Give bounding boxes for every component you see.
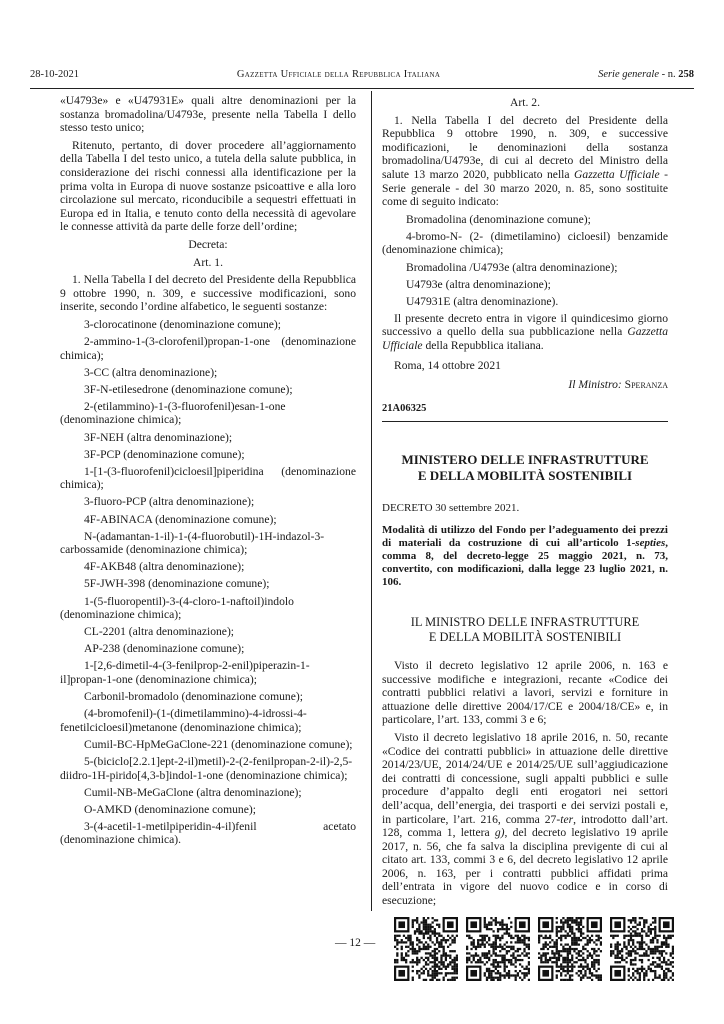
- signer-title: Il Ministro:: [568, 378, 622, 392]
- art2-paragraph: [382, 114, 668, 209]
- substance-entry: 3F-PCP (denominazione comune);: [84, 447, 245, 461]
- substance-entry: Cumil-NB-MeGaClone (altra denominazione);: [84, 785, 302, 799]
- substance-list: [60, 318, 356, 847]
- substance-entry: N-(adamantan-1-il)-1-(4-fluorobutil)-1H-indazol-3-carbossamide (denominazione chimica);: [60, 529, 325, 557]
- ministry-line-2: E DELLA MOBILITÀ SOSTENIBILI: [417, 468, 633, 484]
- ministry-heading: [382, 452, 668, 484]
- substance-entry: 2-ammino-1-(3-clorofenil)propan-1-one (denominazione chimica);: [60, 335, 356, 362]
- visto-paragraph-2: [382, 731, 668, 908]
- art2-entry: 4-bromo-N- (2- (dimetilamino) cicloesil) benzamide (denominazione chimica);: [382, 229, 668, 257]
- header-journal-title: Gazzetta Ufficiale della Repubblica Italiana: [236, 69, 441, 80]
- substance-entry: CL-2201 (altra denominazione);: [84, 625, 235, 639]
- entry-gazzetta: Gazzetta Ufficiale: [382, 325, 668, 352]
- act-code: 21A06325: [382, 402, 427, 414]
- substance-entry: Cumil-BC-HpMeGaClone-221 (denominazione comune);: [84, 737, 353, 751]
- qr-code-icon: [610, 917, 674, 981]
- considering-paragraph: Ritenuto, pertanto, di dover procedere all’aggiornamento della Tabella I del testo unico, a tutela della salute pubblica, in considerazione dei rischi connessi alla identificazione per la prima volta in Europa di nuove sostanze psicoattive e alla loro circolazione sul mercato, riconducibile a sequestri effettuati in Europa ed in Italia, e tenuto conto della necessità di agevolare le connesse attività da parte delle forze dell’ordine;: [60, 138, 356, 234]
- art2-entry: U4793e (altra denominazione);: [406, 277, 551, 291]
- substance-entry: 3-CC (altra denominazione);: [84, 365, 218, 379]
- entry-text-b: della Repubblica italiana.: [422, 339, 544, 352]
- header-number-sep: - n.: [659, 69, 679, 80]
- substance-entry: 3F-NEH (altra denominazione);: [84, 430, 233, 444]
- header-rule: [30, 88, 694, 89]
- signature: [382, 378, 668, 392]
- substance-entry: 4F-AKB48 (altra denominazione);: [84, 560, 245, 574]
- substance-entry: O-AMKD (denominazione comune);: [84, 802, 256, 816]
- header-series: [598, 69, 694, 80]
- visto-2-b: , introdotto dall’art. 128, comma 1, lettera: [382, 812, 668, 840]
- substance-entry: 3F-N-etilesedrone (denominazione comune);: [84, 382, 293, 396]
- substance-entry: 3-fluoro-PCP (altra denominazione);: [84, 495, 255, 509]
- header-number: 258: [678, 69, 694, 80]
- qr-code-icon: [538, 917, 602, 981]
- decree-title: [382, 524, 668, 589]
- substance-entry: 2-(etilammino)-1-(3-fluorofenil)esan-1-one (denominazione chimica);: [60, 399, 286, 427]
- art1-title: Art. 1.: [193, 255, 223, 269]
- qr-pattern: [610, 917, 674, 981]
- substance-entry: 5F-JWH-398 (denominazione comune);: [84, 577, 270, 591]
- qr-pattern: [466, 917, 530, 981]
- place-date: Roma, 14 ottobre 2021: [394, 358, 501, 372]
- art2-gazzetta: Gazzetta Ufficiale: [574, 167, 660, 181]
- substance-entry: 3-clorocatinone (denominazione comune);: [84, 317, 282, 331]
- art2-list: [382, 213, 668, 309]
- visto-2-a: Visto il decreto legislativo 18 aprile 2016, n. 50, recante «Codice dei contratti pubblici» in attuazione delle direttive 2014/23/UE, 2014/24/UE e 2014/25/UE sull’aggiudicazione dei contratti di concessione, sugli appalti pubblici e sulle procedure d’appalto degli enti erogatori nei settori dell’acqua, dell’energia, dei trasporti e dei servizi postali e, in particolare, l’art. 216, comma 27-: [382, 730, 668, 826]
- minister-head-line-1: IL MINISTRO DELLE INFRASTRUTTURE: [410, 614, 640, 629]
- header-date: 28-10-2021: [30, 69, 79, 80]
- substance-entry: 3-(4-acetil-1-metilpiperidin-4-il)fenil acetato (denominazione chimica).: [60, 819, 356, 847]
- art2-text-a: 1. Nella Tabella I del decreto del Presidente della Repubblica 9 ottobre 1990, n. 309, e successive modificazioni, le denominazioni della sostanza bromadolina/U4793e, di cui al decreto del Ministro della salute 13 marzo 2020, pubblicato nella: [382, 113, 668, 181]
- art2-title: Art. 2.: [510, 96, 540, 109]
- entry-into-force: [382, 312, 668, 353]
- substance-entry: AP-238 (denominazione comune);: [84, 642, 245, 656]
- column-divider: [371, 91, 372, 911]
- right-column: [382, 94, 668, 912]
- art2-entry: Bromadolina (denominazione comune);: [406, 212, 591, 226]
- decree-title-a: Modalità di utilizzo del Fondo per l’adeguamento dei prezzi di materiali da costruzione di cui all’articolo 1-: [382, 523, 668, 549]
- signer-name: Speranza: [624, 378, 668, 392]
- qr-pattern: [538, 917, 602, 981]
- page-number: — 12 —: [335, 937, 376, 949]
- substance-entry: 4F-ABINACA (denominazione comune);: [84, 512, 277, 526]
- intro-fragment: «U4793e» e «U47931E» quali altre denominazioni per la sostanza bromadolina/U4793e, presente nella Tabella I dello stesso testo unico;: [60, 94, 356, 135]
- left-column: [60, 94, 356, 851]
- decree-title-b: , comma 8, del decreto-legge 25 maggio 2021, n. 73, convertito, con modificazioni, dalla legge 23 luglio 2021, n. 106.: [382, 536, 668, 588]
- substance-entry: (4-bromofenil)-(1-(dimetilammino)-4-idrossi-4-fenetilcicloesil)metanone (denominazione chimica);: [60, 707, 307, 734]
- header-series-label: Serie generale: [598, 69, 659, 80]
- ministry-line-1: MINISTERO DELLE INFRASTRUTTURE: [401, 452, 649, 468]
- qr-pattern: [394, 917, 458, 981]
- visto-2-em-1: ter: [560, 812, 574, 826]
- art2-entry: U47931E (altra denominazione).: [406, 294, 559, 308]
- art2-text-b: - Serie generale - del 30 marzo 2020, n. 85, sono sostituite come di seguito indicato:: [382, 167, 668, 209]
- entry-text-a: Il presente decreto entra in vigore il quindicesimo giorno successivo a quello della sua pubblicazione nella: [382, 311, 668, 339]
- art2-entry: Bromadolina /U4793e (altra denominazione);: [406, 260, 618, 274]
- qr-code-icon: [394, 917, 458, 981]
- substance-entry: 1-[1-(3-fluorofenil)cicloesil]piperidina (denominazione chimica);: [60, 464, 356, 492]
- decree-date: DECRETO 30 settembre 2021.: [382, 502, 520, 515]
- decree-title-em: septies: [635, 536, 666, 549]
- page-header: [30, 69, 694, 85]
- art1-intro: 1. Nella Tabella I del decreto del Presidente della Repubblica 9 ottobre 1990, n. 309, e successive modificazioni, sono inserite, secondo l’ordine alfabetico, le seguenti sostanze:: [60, 273, 356, 314]
- substance-entry: Carbonil-bromadolo (denominazione comune);: [84, 690, 303, 704]
- qr-code-icon: [466, 917, 530, 981]
- visto-paragraph-1: Visto il decreto legislativo 12 aprile 2006, n. 163 e successive modifiche e integrazioni, recante «Codice dei contratti pubblici relativi a lavori, servizi e forniture in attuazione delle direttive 2004/17/CE e 2004/18/CE» e, in particolare, l’art. 133, commi 3 e 6;: [382, 658, 668, 727]
- visto-2-c: , del decreto legislativo 19 aprile 2017, n. 56, che fa salva la disciplina previgente di cui al citato art. 133, commi 3 e 6, del decreto legislativo 12 aprile 2006, n. 163, per i contratti pubblici affidati prima dell’entrata in vigore del nuovo codice e in corso di esecuzione;: [382, 826, 669, 908]
- minister-heading: [382, 615, 668, 645]
- visto-2-em-2: g): [494, 826, 505, 840]
- substance-entry: 5-(biciclo[2.2.1]ept-2-il)metil)-2-(2-fenilpropan-2-il)-2,5-diidro-1H-pirido[4,3-b]indol-1-one (denominazione chimica);: [60, 754, 353, 782]
- section-rule: [382, 421, 668, 422]
- substance-entry: 1-[2,6-dimetil-4-(3-fenilprop-2-enil)piperazin-1-il]propan-1-one (denominazione chimica);: [60, 659, 310, 686]
- substance-entry: 1-(5-fluoropentil)-3-(4-cloro-1-naftoil)indolo (denominazione chimica);: [60, 594, 294, 622]
- decreta-heading: Decreta:: [188, 237, 228, 251]
- minister-head-line-2: E DELLA MOBILITÀ SOSTENIBILI: [428, 629, 622, 644]
